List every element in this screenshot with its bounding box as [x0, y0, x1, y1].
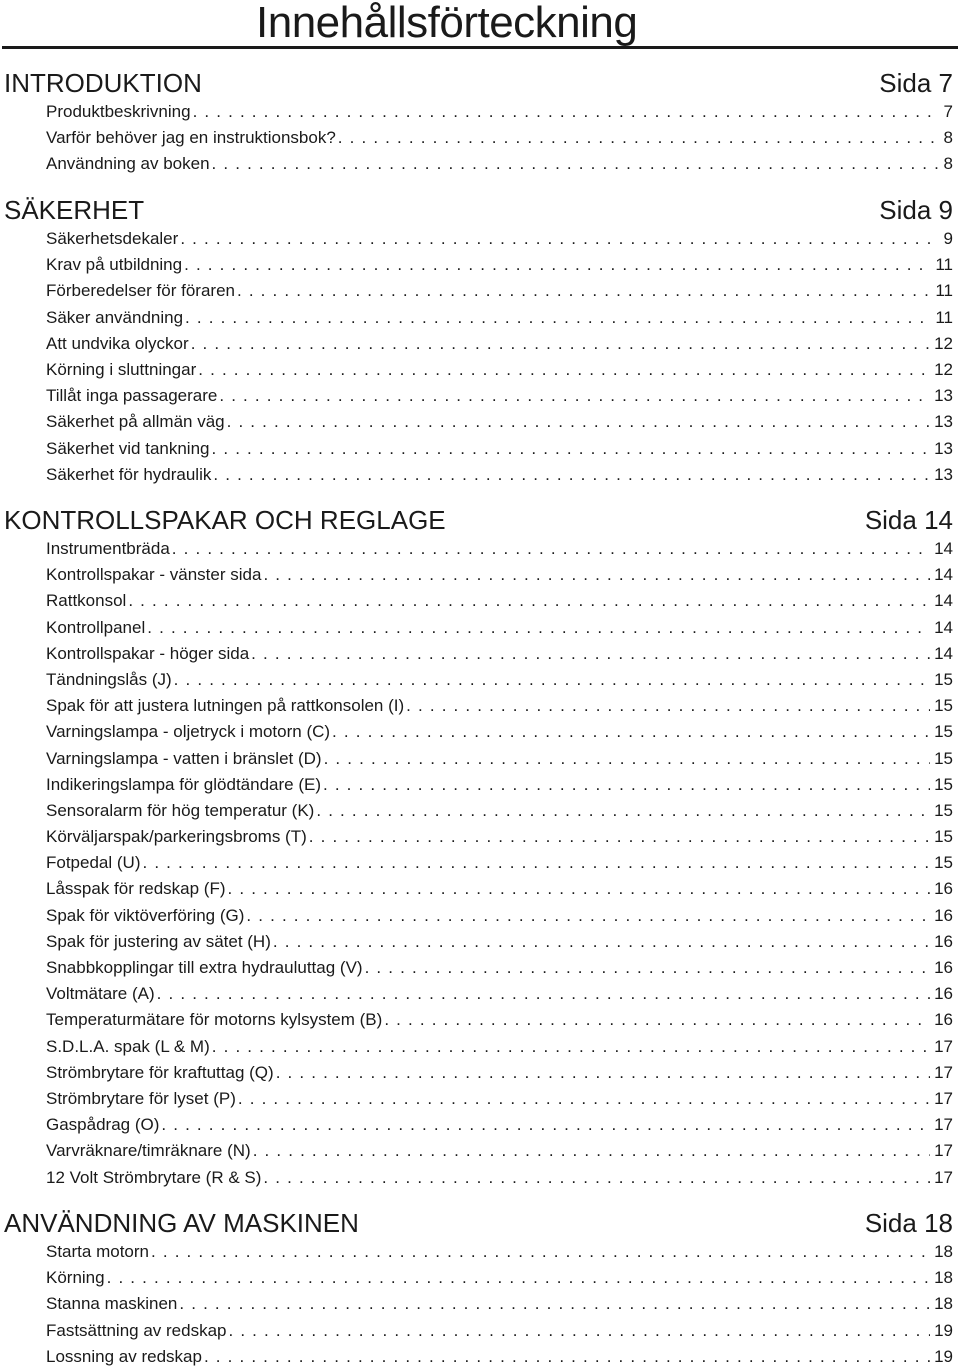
- entry-title: Varningslampa - oljetryck i motorn (C): [46, 722, 331, 742]
- toc-section: [0, 194, 960, 488]
- entry-title: Indikeringslampa för glödtändare (E): [46, 774, 321, 794]
- dot-leader: [198, 357, 930, 383]
- entry-page-number: 12: [934, 333, 953, 353]
- dot-leader: [157, 981, 930, 1007]
- dot-leader: [193, 99, 940, 125]
- toc-entry[interactable]: [46, 850, 953, 876]
- entry-title: Körning: [46, 1268, 105, 1288]
- entry-title: Säkerhet på allmän väg: [46, 412, 225, 432]
- dot-leader: [276, 1060, 930, 1086]
- entry-title: Strömbrytare för kraftuttag (Q): [46, 1062, 274, 1082]
- section-heading[interactable]: [0, 194, 960, 226]
- toc-entry[interactable]: [46, 1060, 953, 1086]
- entry-page-number: 13: [934, 412, 953, 432]
- dot-leader: [212, 1034, 930, 1060]
- toc-entry[interactable]: [46, 151, 953, 177]
- entry-page-number: 17: [934, 1115, 953, 1135]
- toc-entry[interactable]: [46, 1291, 953, 1317]
- toc-entry[interactable]: [46, 409, 953, 435]
- entry-page-number: 18: [934, 1294, 953, 1314]
- toc-entry[interactable]: [46, 536, 953, 562]
- toc-entry[interactable]: [46, 746, 953, 772]
- toc-entry[interactable]: [46, 824, 953, 850]
- dot-leader: [253, 1138, 930, 1164]
- dot-leader: [263, 1165, 930, 1191]
- entry-title: Krav på utbildning: [46, 255, 183, 275]
- dot-leader: [219, 383, 930, 409]
- section-heading[interactable]: [0, 67, 960, 99]
- entry-title: Tändningslås (J): [46, 669, 172, 689]
- entry-title: Fastsättning av redskap: [46, 1320, 227, 1340]
- dot-leader: [384, 1007, 930, 1033]
- entry-page-number: 14: [934, 591, 953, 611]
- page-title: Innehållsförteckning: [256, 0, 638, 47]
- dot-leader: [251, 641, 930, 667]
- toc-entry[interactable]: [46, 1265, 953, 1291]
- dot-leader: [147, 615, 930, 641]
- dot-leader: [237, 278, 931, 304]
- toc-section: [0, 67, 960, 178]
- entry-page-number: 13: [934, 464, 953, 484]
- entry-page-number: 17: [934, 1141, 953, 1161]
- section-title: ANVÄNDNING AV MASKINEN: [4, 1208, 359, 1238]
- toc-entry[interactable]: [46, 1112, 953, 1138]
- entry-title: Säkerhet för hydraulik: [46, 464, 212, 484]
- toc-entry[interactable]: [46, 462, 953, 488]
- entry-page-number: 13: [934, 438, 953, 458]
- entry-page-number: 9: [943, 229, 953, 248]
- entry-title: Rattkonsol: [46, 591, 127, 611]
- toc-entry[interactable]: [46, 1007, 953, 1033]
- entry-title: Förberedelser för föraren: [46, 281, 235, 301]
- dot-leader: [263, 562, 930, 588]
- dot-leader: [180, 226, 939, 252]
- entry-title: Låsspak för redskap (F): [46, 879, 226, 899]
- entry-title: Temperaturmätare för motorns kylsystem (B): [46, 1010, 383, 1030]
- toc-entry[interactable]: [46, 955, 953, 981]
- toc-entry[interactable]: [46, 1034, 953, 1060]
- section-page: Sida 18: [864, 1208, 953, 1238]
- entry-page-number: 8: [943, 154, 953, 174]
- entry-page-number: 14: [934, 617, 953, 637]
- dot-leader: [191, 331, 930, 357]
- dot-leader: [365, 955, 931, 981]
- entry-page-number: 16: [934, 984, 953, 1004]
- section-page: Sida 9: [879, 195, 953, 225]
- dot-leader: [185, 305, 931, 331]
- toc-entry[interactable]: [46, 876, 953, 902]
- entry-page-number: 15: [934, 696, 953, 716]
- dot-leader: [273, 929, 930, 955]
- dot-leader: [238, 1086, 930, 1112]
- toc-entry[interactable]: [46, 981, 953, 1007]
- toc-entry[interactable]: [46, 615, 953, 641]
- entry-page-number: 11: [935, 255, 953, 275]
- entry-page-number: 16: [934, 958, 953, 977]
- toc-entry[interactable]: [46, 903, 953, 929]
- dot-leader: [161, 1112, 930, 1138]
- dot-leader: [128, 588, 930, 614]
- dot-leader: [406, 693, 930, 719]
- entry-page-number: 14: [934, 565, 953, 585]
- dot-leader: [142, 850, 930, 876]
- entry-title: Varningslampa - vatten i bränslet (D): [46, 748, 322, 768]
- toc-entry[interactable]: [46, 1138, 953, 1164]
- entry-page-number: 15: [934, 669, 953, 689]
- entry-title: Kontrollpanel: [46, 617, 146, 637]
- entry-page-number: 15: [934, 748, 953, 768]
- entry-page-number: 19: [934, 1320, 953, 1340]
- dot-leader: [107, 1265, 930, 1291]
- entry-title: Spak för viktöverföring (G): [46, 905, 245, 925]
- entry-page-number: 16: [934, 905, 953, 925]
- entry-title: Starta motorn: [46, 1242, 149, 1261]
- toc-entry[interactable]: [46, 278, 953, 304]
- dot-leader: [179, 1291, 930, 1317]
- entry-page-number: 19: [934, 1346, 953, 1366]
- toc-entry[interactable]: [46, 125, 953, 151]
- entry-title: Fotpedal (U): [46, 853, 141, 873]
- entry-page-number: 17: [934, 1036, 953, 1056]
- dot-leader: [323, 772, 930, 798]
- toc-entry[interactable]: [46, 226, 953, 252]
- entry-title: Lossning av redskap: [46, 1346, 202, 1366]
- section-title: SÄKERHET: [4, 195, 145, 225]
- entry-title: Stanna maskinen: [46, 1294, 178, 1314]
- entry-title: Användning av boken: [46, 154, 210, 174]
- toc-entry[interactable]: [46, 588, 953, 614]
- toc-entry[interactable]: [46, 1086, 953, 1112]
- dot-leader: [213, 462, 930, 488]
- toc-entry[interactable]: [46, 1165, 953, 1191]
- section-heading[interactable]: [0, 1207, 960, 1239]
- title-divider: [2, 46, 958, 49]
- entry-page-number: 15: [934, 800, 953, 820]
- entry-title: 12 Volt Strömbrytare (R & S): [46, 1167, 262, 1187]
- entry-page-number: 12: [934, 359, 953, 379]
- entry-page-number: 14: [934, 643, 953, 663]
- entry-title: Snabbkopplingar till extra hydrauluttag (V): [46, 958, 363, 977]
- dot-leader: [204, 1344, 930, 1370]
- dot-leader: [212, 436, 931, 462]
- entry-page-number: 17: [934, 1062, 953, 1082]
- entry-title: Att undvika olyckor: [46, 333, 189, 353]
- entry-title: Säkerhet vid tankning: [46, 438, 210, 458]
- entry-title: Produktbeskrivning: [46, 102, 191, 121]
- entry-page-number: 15: [934, 722, 953, 742]
- entry-page-number: 8: [943, 128, 953, 148]
- dot-leader: [332, 719, 930, 745]
- section-title: INTRODUKTION: [4, 68, 202, 98]
- dot-leader: [324, 746, 931, 772]
- dot-leader: [228, 1318, 930, 1344]
- toc-entry[interactable]: [46, 357, 953, 383]
- entry-page-number: 15: [934, 853, 953, 873]
- entry-title: Spak för att justera lutningen på rattkonsolen (I): [46, 696, 405, 716]
- toc-entry[interactable]: [46, 383, 953, 409]
- dot-leader: [309, 824, 930, 850]
- dot-leader: [174, 667, 930, 693]
- toc-entry[interactable]: [46, 331, 953, 357]
- entry-page-number: 13: [934, 386, 953, 406]
- toc-entry[interactable]: [46, 693, 953, 719]
- entry-title: Kontrollspakar - höger sida: [46, 643, 250, 663]
- dot-leader: [338, 125, 940, 151]
- entry-page-number: 17: [934, 1088, 953, 1108]
- dot-leader: [172, 536, 930, 562]
- section-heading[interactable]: [0, 504, 960, 536]
- section-page: Sida 14: [864, 505, 953, 535]
- entry-page-number: 16: [934, 879, 953, 899]
- entry-title: Säkerhetsdekaler: [46, 229, 179, 248]
- entry-title: Säker användning: [46, 307, 184, 327]
- entry-title: Varför behöver jag en instruktionsbok?: [46, 128, 336, 148]
- dot-leader: [228, 876, 931, 902]
- toc-entry[interactable]: [46, 1318, 953, 1344]
- entry-page-number: 18: [934, 1268, 953, 1288]
- toc-entry[interactable]: [46, 641, 953, 667]
- toc-entry[interactable]: [46, 99, 953, 125]
- entry-page-number: 11: [935, 307, 953, 327]
- entry-title: S.D.L.A. spak (L & M): [46, 1036, 210, 1056]
- entry-page-number: 18: [934, 1242, 953, 1261]
- entry-title: Spak för justering av sätet (H): [46, 931, 271, 951]
- entry-page-number: 7: [943, 102, 953, 121]
- section-title: KONTROLLSPAKAR OCH REGLAGE: [4, 505, 446, 535]
- toc-entry[interactable]: [46, 929, 953, 955]
- entry-title: Kontrollspakar - vänster sida: [46, 565, 262, 585]
- toc-section: [0, 1207, 960, 1370]
- entry-page-number: 16: [934, 1010, 953, 1030]
- entry-page-number: 17: [934, 1167, 953, 1187]
- dot-leader: [246, 903, 930, 929]
- entry-title: Voltmätare (A): [46, 984, 155, 1004]
- dot-leader: [227, 409, 930, 435]
- entry-title: Körväljarspak/parkeringsbroms (T): [46, 827, 307, 847]
- entry-title: Körning i sluttningar: [46, 359, 197, 379]
- toc-entry[interactable]: [46, 562, 953, 588]
- entry-title: Sensoralarm för hög temperatur (K): [46, 800, 315, 820]
- toc-entry[interactable]: [46, 1239, 953, 1265]
- entry-title: Instrumentbräda: [46, 539, 170, 558]
- dot-leader: [316, 798, 930, 824]
- toc-entry[interactable]: [46, 305, 953, 331]
- toc-section: [0, 504, 960, 1191]
- entry-page-number: 15: [934, 827, 953, 847]
- dot-leader: [212, 151, 940, 177]
- toc-entry[interactable]: [46, 252, 953, 278]
- toc-entry[interactable]: [46, 772, 953, 798]
- entry-title: Gaspådrag (O): [46, 1115, 160, 1135]
- toc-entry[interactable]: [46, 719, 953, 745]
- entry-title: Varvräknare/timräknare (N): [46, 1141, 251, 1161]
- toc-entry[interactable]: [46, 436, 953, 462]
- section-page: Sida 7: [879, 68, 953, 98]
- entry-page-number: 16: [934, 931, 953, 951]
- entry-title: Tillåt inga passagerare: [46, 386, 218, 406]
- toc-entry[interactable]: [46, 667, 953, 693]
- entry-title: Strömbrytare för lyset (P): [46, 1088, 236, 1108]
- toc-entry[interactable]: [46, 1344, 953, 1370]
- dot-leader: [151, 1239, 930, 1265]
- toc-entry[interactable]: [46, 798, 953, 824]
- entry-page-number: 14: [934, 539, 953, 558]
- entry-page-number: 15: [934, 774, 953, 794]
- entry-page-number: 11: [935, 281, 953, 301]
- dot-leader: [184, 252, 931, 278]
